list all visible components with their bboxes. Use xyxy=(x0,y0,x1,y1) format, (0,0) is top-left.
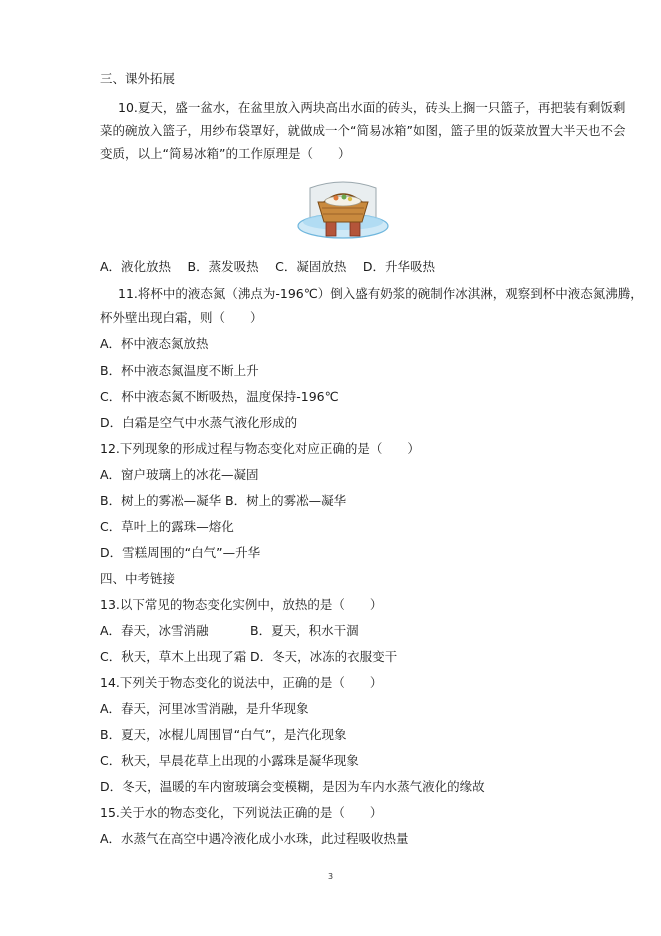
q10-line3: 变质，以上“简易冰箱”的工作原理是（ ） xyxy=(100,146,351,161)
q12-line1: 12.下列现象的形成过程与物态变化对应正确的是（ ） xyxy=(100,441,420,456)
q15-option-a: A．水蒸气在高空中遇冷液化成小水珠，此过程吸收热量 xyxy=(100,831,409,846)
q14-option-d: D．冬天，温暖的车内窗玻璃会变模糊，是因为车内水蒸气液化的缘故 xyxy=(100,779,485,794)
q11-line2: 杯外壁出现白霜，则（ ） xyxy=(100,310,263,325)
q12-option-b: B．树上的雾凇—凝华 B．树上的雾凇—凝华 xyxy=(100,493,347,508)
q13-line1: 13.以下常见的物态变化实例中，放热的是（ ） xyxy=(100,597,383,612)
q10-line1: 10.夏天，盛一盆水，在盆里放入两块高出水面的砖头，砖头上搁一只篮子，再把装有剩饭剩 xyxy=(118,100,626,115)
page-number: 3 xyxy=(327,872,334,881)
section-heading-extension: 三、课外拓展 xyxy=(100,71,176,86)
q10-option-d: D．升华吸热 xyxy=(362,259,435,274)
q13-option-a: A．春天，冰雪消融 xyxy=(100,623,209,638)
q15-line1: 15.关于水的物态变化，下列说法正确的是（ ） xyxy=(100,805,383,820)
q14-option-a: A．春天，河里冰雪消融，是升华现象 xyxy=(100,701,309,716)
basin-basket-illustration xyxy=(296,180,390,246)
q13-options-row1 xyxy=(100,622,580,640)
simple-fridge-figure xyxy=(296,180,390,246)
q10-line2: 菜的碗放入篮子，用纱布袋罩好，就做成一个“简易冰箱”如图，篮子里的饭菜放置大半天也不会 xyxy=(100,123,626,138)
q10-option-a: A．液化放热 xyxy=(100,259,172,274)
q14-line1: 14.下列关于物态变化的说法中，正确的是（ ） xyxy=(100,675,383,690)
q13-options-row2 xyxy=(100,648,580,666)
q12-option-a: A．窗户玻璃上的冰花—凝固 xyxy=(100,467,259,482)
q11-option-c: C．杯中液态氮不断吸热，温度保持-196℃ xyxy=(100,389,339,404)
q13-option-d: D．冬天，冰冻的衣服变干 xyxy=(250,649,398,664)
q14-option-b: B．夏天，冰棍儿周围冒“白气”，是汽化现象 xyxy=(100,727,347,742)
q11-option-d: D．白霜是空气中水蒸气液化形成的 xyxy=(100,415,298,430)
q11-option-a: A．杯中液态氮放热 xyxy=(100,336,209,351)
q10-option-b: B．蒸发吸热 xyxy=(187,259,259,274)
q13-option-b: B．夏天，积水干涸 xyxy=(250,623,359,638)
q11-option-b: B．杯中液态氮温度不断上升 xyxy=(100,363,259,378)
q12-option-c: C．草叶上的露珠—熔化 xyxy=(100,519,234,534)
q13-option-c: C．秋天，草木上出现了霜 xyxy=(100,649,247,664)
section-heading-exam: 四、中考链接 xyxy=(100,571,176,586)
q11-line1: 11.将杯中的液态氮（沸点为-196℃）倒入盛有奶浆的碗制作冰淇淋，观察到杯中液态氮沸腾， xyxy=(118,286,643,301)
q12-option-d: D．雪糕周围的“白气”—升华 xyxy=(100,545,261,560)
q10-option-c: C．凝固放热 xyxy=(275,259,347,274)
q14-option-c: C．秋天，早晨花草上出现的小露珠是凝华现象 xyxy=(100,753,359,768)
q10-options xyxy=(100,258,580,276)
